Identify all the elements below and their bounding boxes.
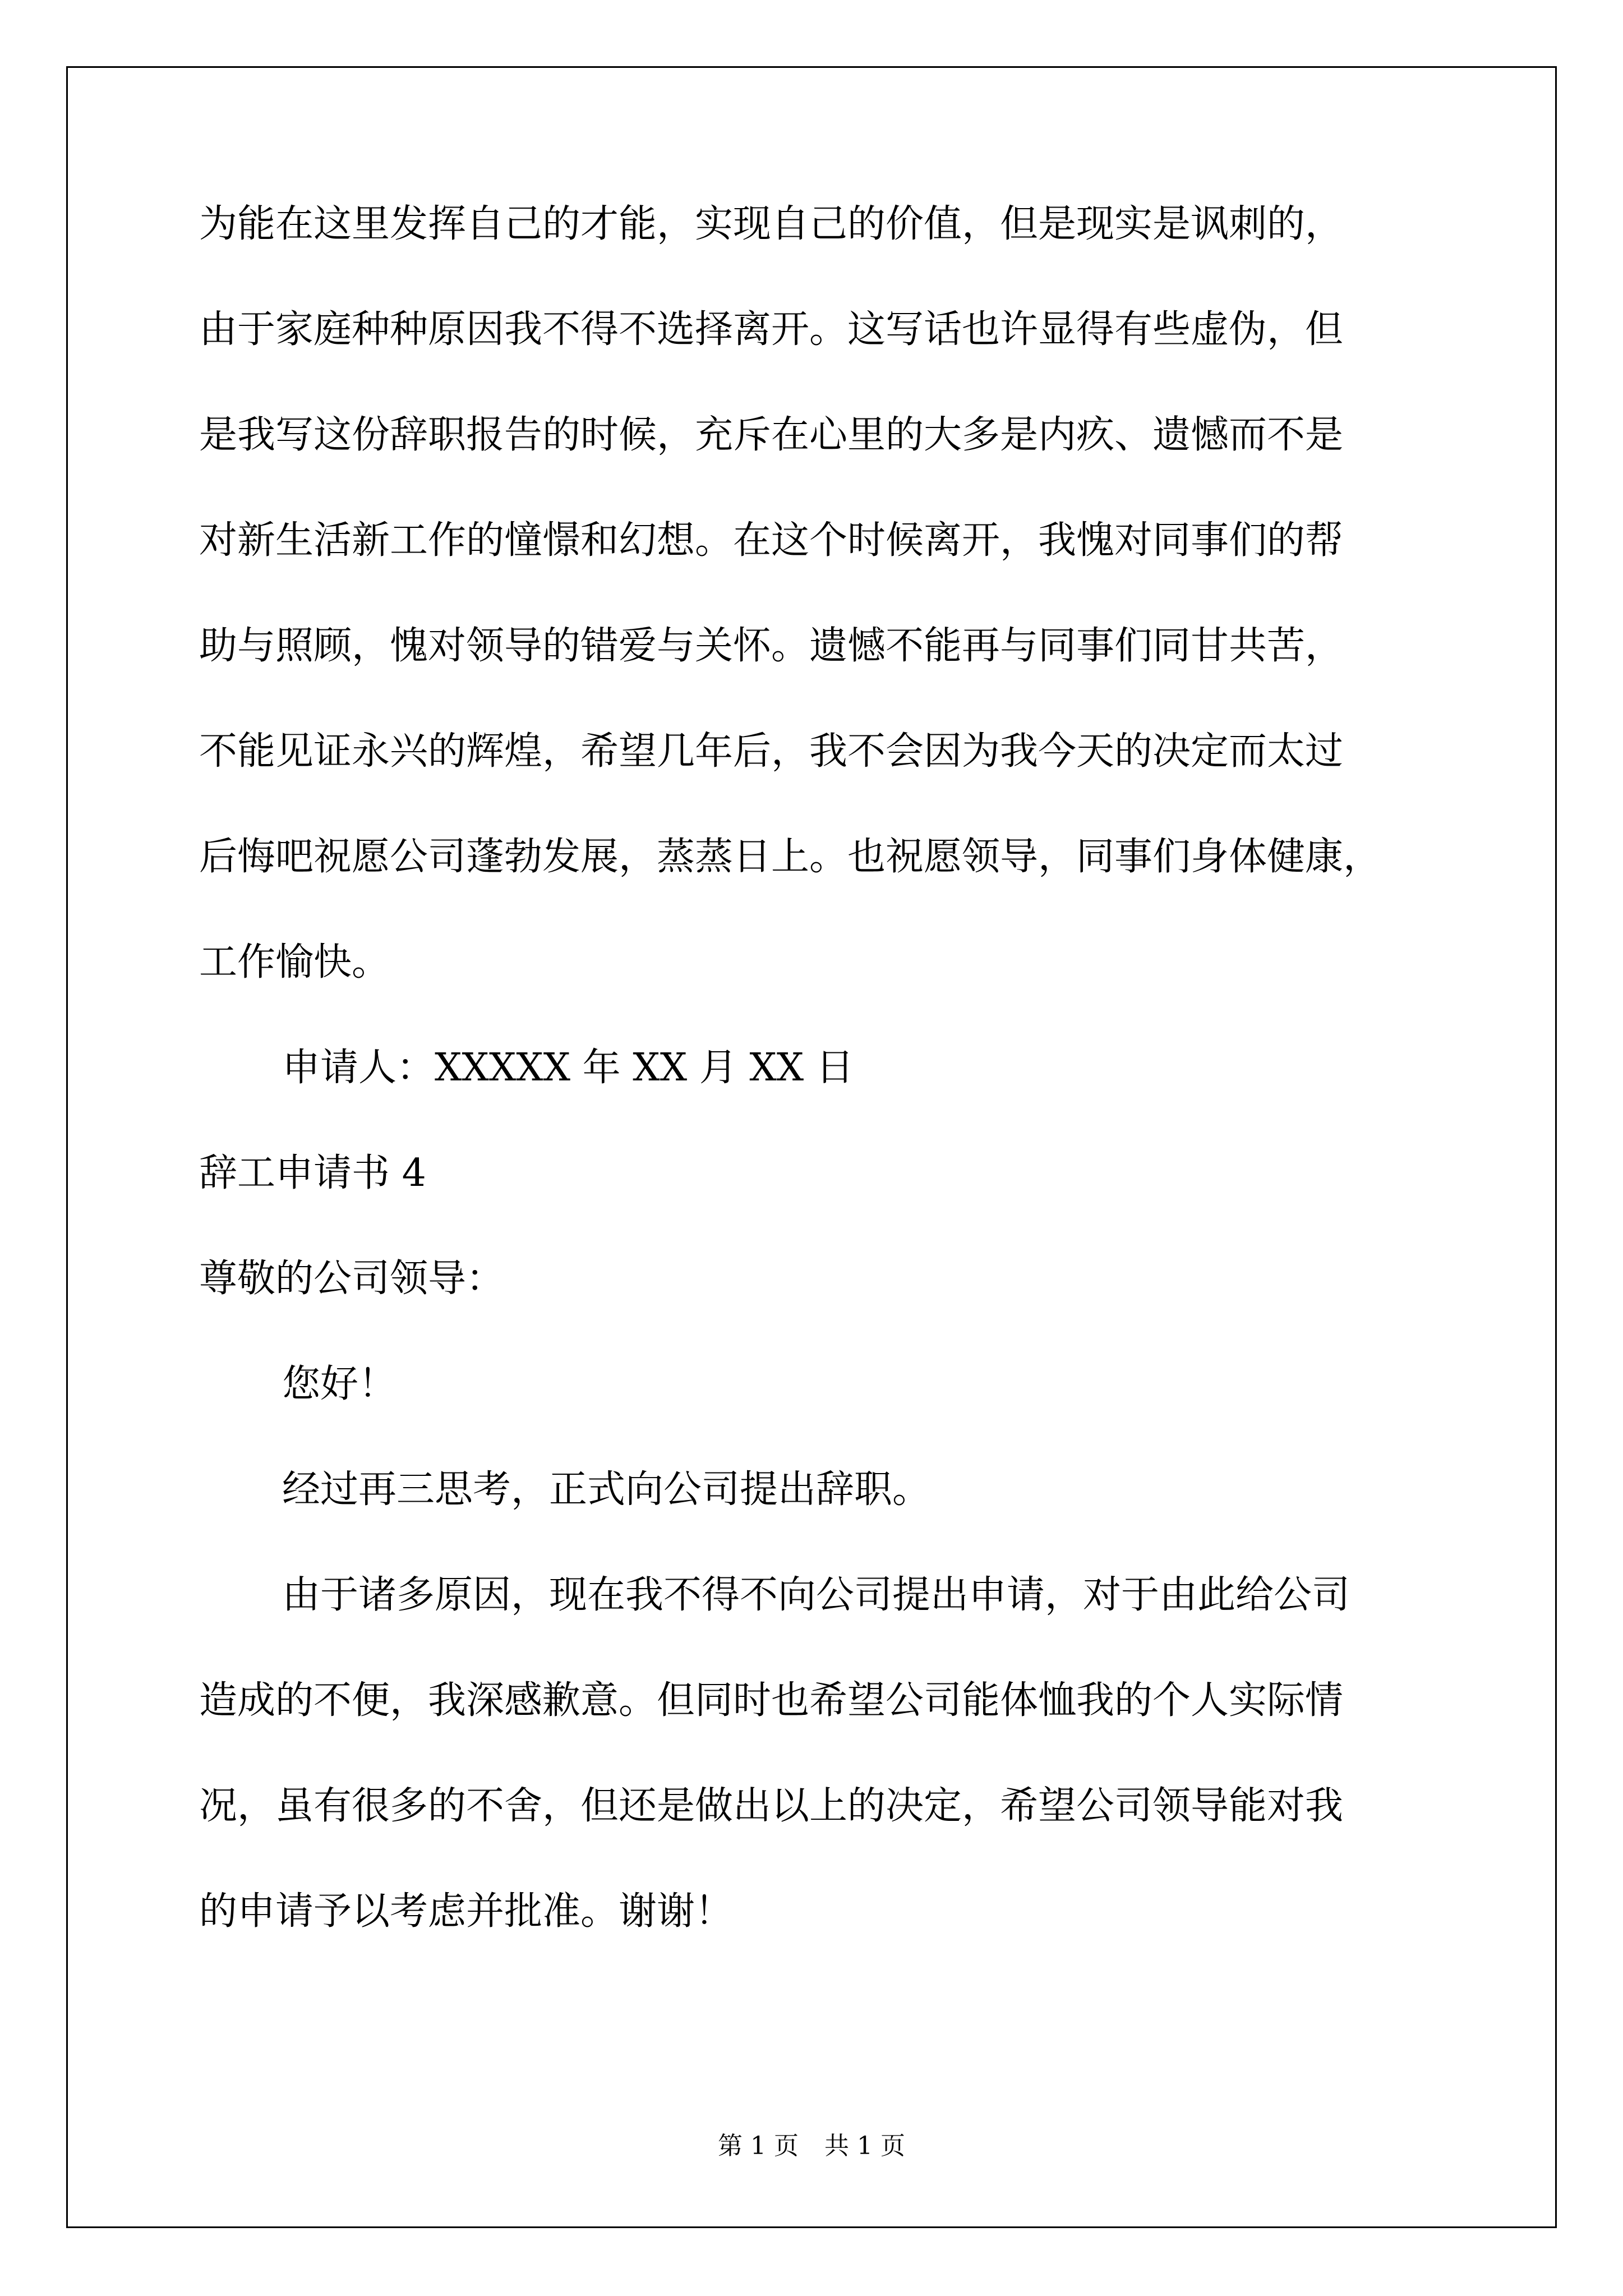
paragraph-1-line-5: 助与照顾，愧对领导的错爱与关怀。遗憾不能再与同事们同甘共苦， [199, 624, 1344, 668]
paragraph-1-line-1: 为能在这里发挥自己的才能，实现自己的价值，但是现实是讽刺的， [199, 202, 1344, 246]
paragraph-3-line-3: 况，虽有很多的不舍，但还是做出以上的决定，希望公司领导能对我 [199, 1784, 1344, 1828]
paragraph-2: 经过再三思考，正式向公司提出辞职。 [282, 1467, 931, 1512]
page-number: 第 1 页 [718, 2132, 799, 2160]
signature-line: 申请人：XXXXX 年 XX 月 XX 日 [282, 1046, 854, 1090]
paragraph-3-line-4: 的申请予以考虑并批准。谢谢！ [199, 1889, 734, 1934]
section-title: 辞工申请书 4 [199, 1151, 426, 1195]
greeting: 您好！ [282, 1362, 397, 1406]
paragraph-3-line-2: 造成的不便，我深感歉意。但同时也希望公司能体恤我的个人实际情 [199, 1678, 1344, 1723]
paragraph-1-line-7: 后悔吧祝愿公司蓬勃发展，蒸蒸日上。也祝愿领导，同事们身体健康， [199, 835, 1382, 879]
paragraph-1-line-4: 对新生活新工作的憧憬和幻想。在这个时候离开，我愧对同事们的帮 [199, 518, 1344, 563]
paragraph-1-line-6: 不能见证永兴的辉煌，希望几年后，我不会因为我今天的决定而太过 [199, 729, 1344, 774]
paragraph-1-line-3: 是我写这份辞职报告的时候，充斥在心里的大多是内疚、遗憾而不是 [199, 413, 1344, 457]
paragraph-1-line-2: 由于家庭种种原因我不得不选择离开。这写话也许显得有些虚伪，但 [199, 307, 1344, 352]
paragraph-3-line-1: 由于诸多原因，现在我不得不向公司提出申请，对于由此给公司 [282, 1573, 1350, 1617]
paragraph-1-line-8: 工作愉快。 [199, 940, 390, 984]
salutation: 尊敬的公司领导： [199, 1257, 505, 1301]
total-pages: 共 1 页 [824, 2132, 905, 2160]
page-footer [0, 2129, 1623, 2163]
